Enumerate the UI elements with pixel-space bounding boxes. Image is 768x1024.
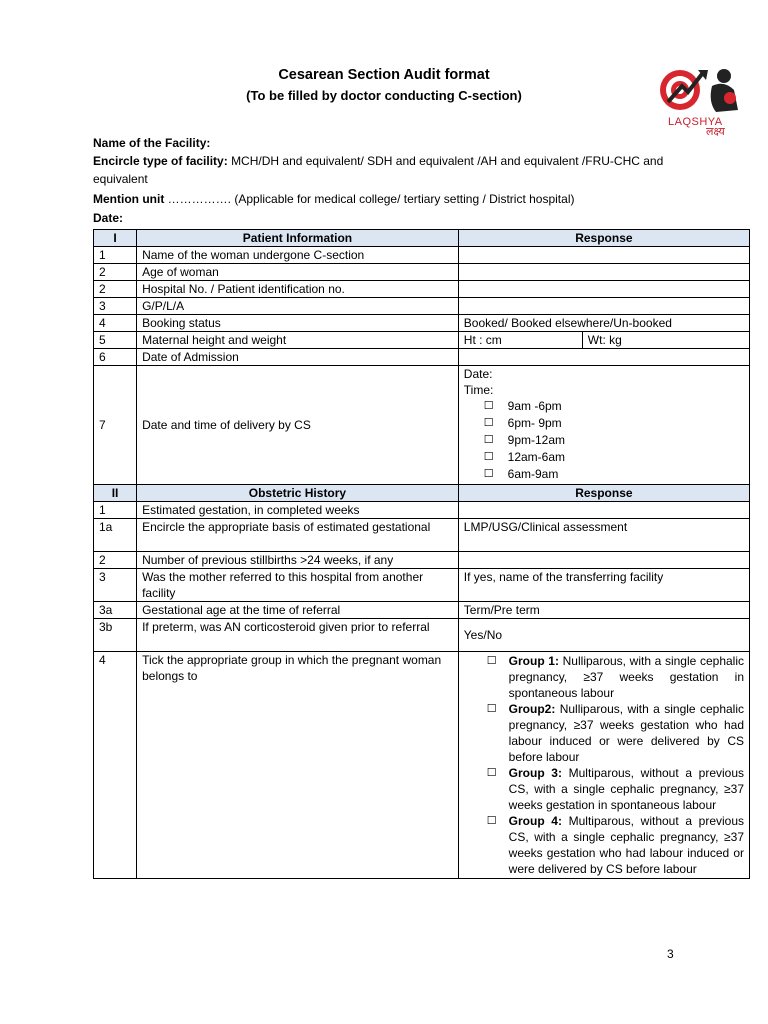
response-cell[interactable]: [458, 281, 749, 298]
weight-field[interactable]: Wt: kg: [587, 333, 622, 347]
checkbox-icon[interactable]: ☐: [483, 451, 494, 463]
facility-name-line: Name of the Facility:: [93, 136, 211, 150]
time-slot-option[interactable]: ☐ 6pm- 9pm: [483, 416, 562, 430]
logo-text: LAQSHYA: [668, 116, 723, 128]
checkbox-icon[interactable]: ☐: [483, 468, 494, 480]
page-number: 3: [667, 947, 674, 961]
response-cell[interactable]: LMP/USG/Clinical assessment: [458, 519, 749, 552]
response-cell[interactable]: Term/Pre term: [458, 602, 749, 619]
checkbox-icon[interactable]: ☐: [483, 417, 494, 429]
table-row: 4 Booking status Booked/ Booked elsewhere/Un-booked: [94, 315, 750, 332]
delivery-time-label: Time:: [463, 383, 494, 397]
response-cell[interactable]: [458, 264, 749, 281]
checkbox-icon[interactable]: ☐: [483, 434, 494, 446]
table-row: 1 Estimated gestation, in completed weeks: [94, 502, 750, 519]
checkbox-icon[interactable]: ☐: [486, 655, 497, 667]
time-slot-option[interactable]: ☐ 9pm-12am: [483, 433, 566, 447]
table-row-group: 4 Tick the appropriate group in which the pregnant woman belongs to ☐ Group 1: Nulliparous, with a single cephalic pregnancy, ≥37 weeks gestation in spontaneous labour ☐ Group2: Nulliparous, with a single cephalic pregnancy, ≥37 weeks gestation who had labour induced or were delivered by CS before labour ☐ Group 3: Multiparous, without a previous CS, with a single cephalic pregnancy, ≥37 weeks gestation in spontaneous labour ☐ Group 4: Multiparous, without a previous CS, with a single cephalic pregnancy, ≥37 weeks gestation who had labour induced or were delivered by CS before labour: [94, 652, 750, 879]
table-row: 1 Name of the woman undergone C-section: [94, 247, 750, 264]
response-cell[interactable]: Booked/ Booked elsewhere/Un-booked: [458, 315, 749, 332]
table-row: 2 Number of previous stillbirths >24 weeks, if any: [94, 552, 750, 569]
delivery-response-cell: [458, 366, 749, 485]
table-row: 2 Age of woman: [94, 264, 750, 281]
group-option[interactable]: ☐ Group 3: Multiparous, without a previous CS, with a single cephalic pregnancy, ≥37 weeks gestation in spontaneous labour: [486, 766, 745, 812]
time-slot-option[interactable]: ☐ 9am -6pm: [483, 399, 562, 413]
group-option[interactable]: ☐ Group 4: Multiparous, without a previous CS, with a single cephalic pregnancy, ≥37 weeks gestation who had labour induced or were delivered by CS before labour: [486, 814, 745, 876]
table-row: 5 Maternal height and weight Ht : cm Wt: kg: [94, 332, 750, 349]
response-cell[interactable]: [458, 552, 749, 569]
group-option[interactable]: ☐ Group 1: Nulliparous, with a single cephalic pregnancy, ≥37 weeks gestation in spontaneous labour: [486, 654, 745, 700]
table-row: 3 Was the mother referred to this hospital from another facility If yes, name of the transferring facility: [94, 569, 750, 602]
table-row: 6 Date of Admission: [94, 349, 750, 366]
section-1-header: I Patient Information Response: [94, 230, 750, 247]
table-row: 3b If preterm, was AN corticosteroid given prior to referral Yes/No: [94, 619, 750, 652]
table-row: 2 Hospital No. / Patient identification no.: [94, 281, 750, 298]
response-cell[interactable]: [458, 502, 749, 519]
table-row: 1a Encircle the appropriate basis of estimated gestational LMP/USG/Clinical assessment: [94, 519, 750, 552]
height-weight-cell[interactable]: [458, 332, 749, 349]
response-cell[interactable]: [458, 298, 749, 315]
page-subtitle: (To be filled by doctor conducting C-section): [246, 88, 522, 103]
checkbox-icon[interactable]: ☐: [486, 815, 497, 827]
target-icon: [658, 62, 748, 142]
table-row-delivery: 7 Date and time of delivery by CS Date: Time: ☐ 9am -6pm ☐ 6pm- 9pm ☐ 9pm-12am ☐ 12am-6am ☐ 6am-9am: [94, 366, 750, 485]
table-row: 3 G/P/L/A: [94, 298, 750, 315]
response-cell[interactable]: Yes/No: [458, 619, 749, 652]
audit-table: [93, 229, 750, 879]
time-slot-option[interactable]: ☐ 6am-9am: [483, 467, 559, 481]
unit-line: Mention unit ……………. (Applicable for medical college/ tertiary setting / District hospital): [93, 192, 575, 206]
group-option[interactable]: ☐ Group2: Nulliparous, with a single cephalic pregnancy, ≥37 weeks gestation who had labour induced or were delivered by CS before labour: [486, 702, 744, 764]
checkbox-icon[interactable]: ☐: [483, 400, 494, 412]
checkbox-icon[interactable]: ☐: [486, 767, 497, 779]
section-2-header: II Obstetric History Response: [94, 485, 750, 502]
response-cell[interactable]: [458, 247, 749, 264]
checkbox-icon[interactable]: ☐: [486, 703, 497, 715]
facility-type-line: Encircle type of facility: MCH/DH and equivalent/ SDH and equivalent /AH and equivalent /FRU-CHC and equivalent: [93, 154, 664, 186]
page-title: Cesarean Section Audit format: [278, 67, 490, 83]
date-line: Date:: [93, 211, 124, 225]
group-response-cell: [458, 652, 749, 879]
table-row: 3a Gestational age at the time of referral Term/Pre term: [94, 602, 750, 619]
height-field[interactable]: Ht : cm: [459, 332, 583, 348]
response-cell[interactable]: If yes, name of the transferring facility: [458, 569, 749, 602]
response-cell[interactable]: [458, 349, 749, 366]
time-slot-option[interactable]: ☐ 12am-6am: [483, 450, 566, 464]
logo-devanagari: लक्ष्य: [706, 126, 725, 138]
delivery-date-label: Date:: [463, 367, 493, 381]
